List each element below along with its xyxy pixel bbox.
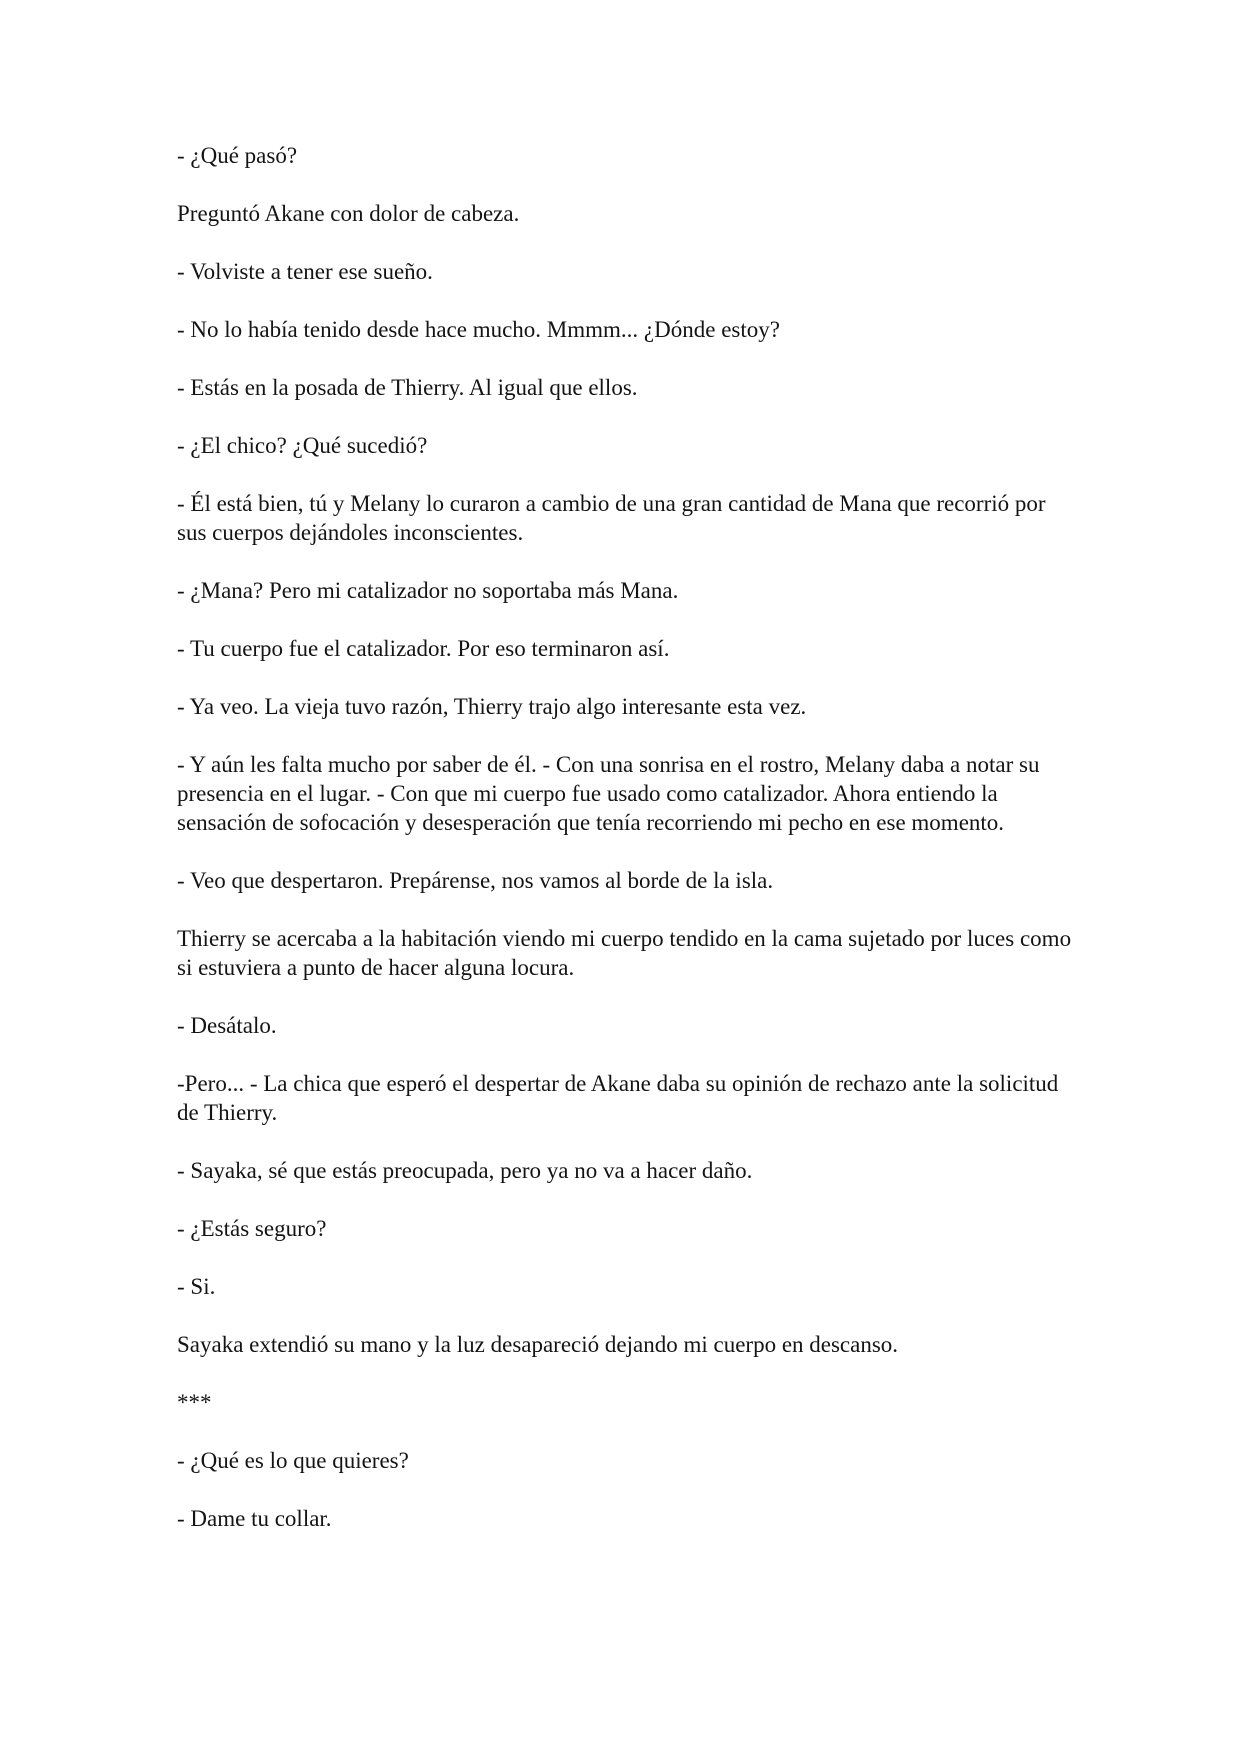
paragraph: - Y aún les falta mucho por saber de él. - Con una sonrisa en el rostro, Melany daba a notar su presencia en el lugar. - Con que mi cuerpo fue usado como catalizador. Ahora entiendo la sensación de sofocación y desesperación que tenía recorriendo mi pecho en ese momento.	[177, 752, 1040, 835]
paragraph: - Si.	[177, 1274, 216, 1299]
paragraph: Sayaka extendió su mano y la luz desapareció dejando mi cuerpo en descanso.	[177, 1332, 899, 1357]
paragraph: - Tu cuerpo fue el catalizador. Por eso terminaron así.	[177, 636, 670, 661]
paragraph: - ¿Estás seguro?	[177, 1216, 327, 1241]
scene-break: ***	[177, 1390, 212, 1415]
paragraph: - ¿Qué pasó?	[177, 143, 298, 168]
paragraph: Thierry se acercaba a la habitación viendo mi cuerpo tendido en la cama sujetado por luces como si estuviera a punto de hacer alguna locura.	[177, 926, 1072, 980]
paragraph: -Pero... - La chica que esperó el despertar de Akane daba su opinión de rechazo ante la solicitud de Thierry.	[177, 1071, 1059, 1125]
paragraph: Preguntó Akane con dolor de cabeza.	[177, 201, 520, 226]
body-text	[177, 141, 1077, 1562]
paragraph: - Sayaka, sé que estás preocupada, pero ya no va a hacer daño.	[177, 1158, 753, 1183]
paragraph: - Volviste a tener ese sueño.	[177, 259, 433, 284]
paragraph: - Veo que despertaron. Prepárense, nos vamos al borde de la isla.	[177, 868, 774, 893]
paragraph: - ¿El chico? ¿Qué sucedió?	[177, 433, 428, 458]
paragraph: - Desátalo.	[177, 1013, 277, 1038]
paragraph: - ¿Mana? Pero mi catalizador no soportaba más Mana.	[177, 578, 679, 603]
paragraph: - Estás en la posada de Thierry. Al igual que ellos.	[177, 375, 638, 400]
paragraph: - Él está bien, tú y Melany lo curaron a cambio de una gran cantidad de Mana que recorrió por sus cuerpos dejándoles inconscientes.	[177, 491, 1046, 545]
paragraph: - Dame tu collar.	[177, 1506, 332, 1531]
paragraph: - Ya veo. La vieja tuvo razón, Thierry trajo algo interesante esta vez.	[177, 694, 807, 719]
paragraph: - No lo había tenido desde hace mucho. Mmmm... ¿Dónde estoy?	[177, 317, 780, 342]
paragraph: - ¿Qué es lo que quieres?	[177, 1448, 409, 1473]
